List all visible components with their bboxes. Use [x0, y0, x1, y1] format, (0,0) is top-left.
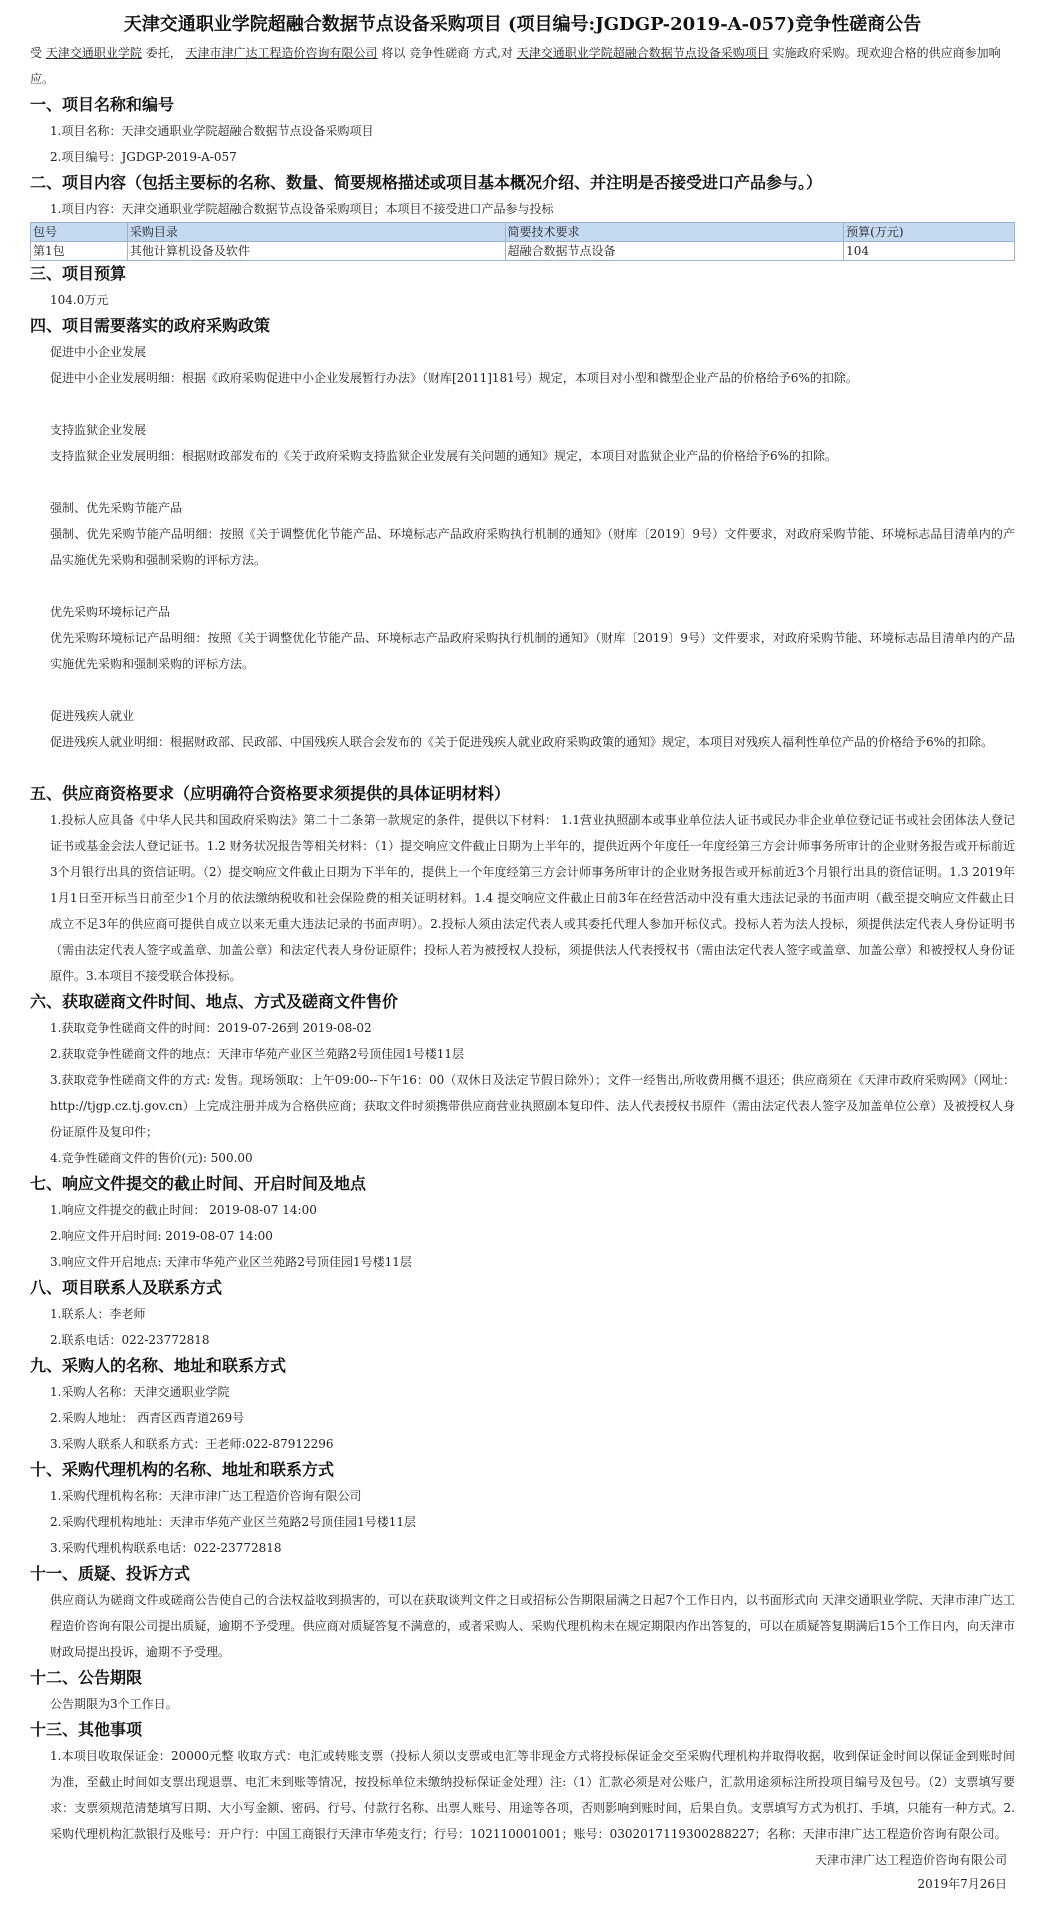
submission-deadline: 1.响应文件提交的截止时间： 2019-08-07 14:00	[50, 1203, 317, 1217]
agency-address: 2.采购代理机构地址：天津市华苑产业区兰苑路2号顶佳园1号楼11层	[50, 1515, 416, 1529]
opening-location: 3.响应文件开启地点: 天津市华苑产业区兰苑路2号顶佳园1号楼11层	[50, 1255, 412, 1269]
policy-detail: 优先采购环境标记产品明细：按照《关于调整优化节能产品、环境标志产品政府采购执行机制的通知》（财库〔2019〕9号）文件要求，对政府采购节能、环境标志品目清单内的产品实施优先采购和强制采购的评标方法。	[50, 631, 1015, 671]
complaint-text: 供应商认为磋商文件或磋商公告使自己的合法权益收到损害的，可以在获取谈判文件之日或招标公告期限届满之日起7个工作日内，以书面形式向 天津交通职业学院、天津市津广达工程造价咨询有限公司提出质疑，逾期不予受理。供应商对质疑答复不满意的，或者采购人、采购代理机构未在规定期限内作出答复的，可以在质疑答复期满后15个工作日内，向天津市财政局提出投诉，逾期不予受理。	[50, 1593, 1015, 1659]
buyer-contact: 3.采购人联系人和联系方式：王老师:022-87912296	[50, 1437, 334, 1451]
policy-detail: 促进中小企业发展明细：根据《政府采购促进中小企业发展暂行办法》（财库[2011]181号）规定，本项目对小型和微型企业产品的价格给予6%的扣除。	[50, 371, 858, 385]
project-name: 1.项目名称：天津交通职业学院超融合数据节点设备采购项目	[50, 124, 374, 138]
section-6-heading: 六、获取磋商文件时间、地点、方式及磋商文件售价	[30, 992, 399, 1011]
section-3-heading: 三、项目预算	[30, 264, 127, 283]
section-1-heading: 一、项目名称和编号	[30, 95, 175, 114]
page-title: 天津交通职业学院超融合数据节点设备采购项目 (项目编号:JGDGP-2019-A-057)竞争性磋商公告	[123, 14, 922, 35]
table-cell: 第1包	[31, 242, 128, 261]
table-header-cell: 预算(万元)	[844, 223, 1015, 242]
contact-phone: 2.联系电话：022-23772818	[50, 1333, 210, 1347]
opening-time: 2.响应文件开启时间: 2019-08-07 14:00	[50, 1229, 273, 1243]
contact-person: 1.联系人：李老师	[50, 1307, 146, 1321]
qualification-requirements: 1.投标人应具备《中华人民共和国政府采购法》第二十二条第一款规定的条件，提供以下材料： 1.1营业执照副本或事业单位法人证书或民办非企业单位登记证书或社会团体法人登记证书或基金会法人登记证书。1.2 财务状况报告等相关材料：（1）提交响应文件截止日期为上半年的，提供近两个年度任一年度经第三方会计师事务所审计的企业财务报告或开标前近3个月银行出具的资信证明。（2）提交响应文件截止日期为下半年的，提供上一个年度经第三方会计师事务所审计的企业财务报告或开标前近3个月银行出具的资信证明。1.3 2019年1月1日至开标当日前至少1个月的依法缴纳税收和社会保险费的相关证明材料。1.4 提交响应文件截止日前3年在经营活动中没有重大违法记录的书面声明（截至提交响应文件截止日成立不足3年的供应商可提供自成立以来无重大违法记录的书面声明）。2.投标人须由法定代表人或其委托代理人参加开标仪式。投标人若为法人投标，须提供法定代表人身份证明书（需由法定代表人签字或盖章、加盖公章）和法定代表人身份证原件；投标人若为被授权人投标，须提供法人代表授权书（需由法定代表人签字或盖章、加盖公章）和被授权人身份证原件。3.本项目不接受联合体投标。	[50, 813, 1015, 983]
doc-time: 1.获取竞争性磋商文件的时间：2019-07-26到 2019-08-02	[50, 1021, 372, 1035]
signature-org: 天津市津广达工程造价咨询有限公司	[814, 1853, 1007, 1867]
policy-title: 支持监狱企业发展	[50, 423, 147, 437]
table-row	[31, 242, 1015, 261]
section-12-heading: 十二、公告期限	[30, 1668, 143, 1687]
project-number: 2.项目编号：JGDGP-2019-A-057	[50, 150, 237, 164]
section-10-heading: 十、采购代理机构的名称、地址和联系方式	[30, 1460, 335, 1479]
doc-method: 3.获取竞争性磋商文件的方式: 发售。现场领取：上午09:00--下午16：00（双休日及法定节假日除外）；文件一经售出,所收费用概不退还；供应商须在《天津市政府采购网》（网址：http://tjgp.cz.tj.gov.cn）上完成注册并成为合格供应商；获取文件时须携带供应商营业执照副本复印件、法人代表授权书原件（需由法定代表人签字及加盖单位公章）及被授权人身份证原件及复印件；	[50, 1073, 1015, 1139]
table-header-cell: 包号	[31, 223, 128, 242]
table-cell: 超融合数据节点设备	[505, 242, 844, 261]
section-7-heading: 七、响应文件提交的截止时间、开启时间及地点	[30, 1174, 367, 1193]
section-5-heading: 五、供应商资格要求（应明确符合资格要求须提供的具体证明材料）	[30, 784, 511, 803]
section-13-heading: 十三、其他事项	[30, 1720, 143, 1739]
other-matters: 1.本项目收取保证金：20000元整 收取方式：电汇或转账支票（投标人须以支票或电汇等非现金方式将投标保证金交至采购代理机构并取得收据，收到保证金时间以保证金到账时间为准，至截止时间如支票出现退票、电汇未到账等情况，按投标单位未缴纳投标保证金处理）注:（1）汇款必须是对公账户，汇款用途须标注所投项目编号及包号。（2）支票填写要求：支票须规范清楚填写日期、大小写金额、密码、行号、付款行名称、出票人账号、用途等各项，否则影响到账时间，后果自负。支票填写方式为机打、手填，只能有一种方式。2.采购代理机构汇款银行及账号：开户行：中国工商银行天津市华苑支行；行号：102110001001；账号：0302017119300288227；名称：天津市津广达工程造价咨询有限公司。	[50, 1749, 1015, 1841]
project-content: 1.项目内容：天津交通职业学院超融合数据节点设备采购项目；本项目不接受进口产品参与投标	[50, 202, 554, 216]
agency-link[interactable]: 天津市津广达工程造价咨询有限公司	[185, 46, 378, 60]
table-cell: 104	[844, 242, 1015, 261]
budget-amount: 104.0万元	[50, 293, 109, 307]
doc-location: 2.获取竞争性磋商文件的地点：天津市华苑产业区兰苑路2号顶佳园1号楼11层	[50, 1047, 464, 1061]
agency-phone: 3.采购代理机构联系电话：022-23772818	[50, 1541, 282, 1555]
agency-name: 1.采购代理机构名称：天津市津广达工程造价咨询有限公司	[50, 1489, 362, 1503]
policy-title: 优先采购环境标记产品	[50, 605, 171, 619]
policy-title: 促进中小企业发展	[50, 345, 147, 359]
policy-title: 强制、优先采购节能产品	[50, 501, 183, 515]
announcement-page	[30, 10, 1015, 1895]
section-11-heading: 十一、质疑、投诉方式	[30, 1564, 191, 1583]
table-header-row	[31, 223, 1015, 242]
buyer-link[interactable]: 天津交通职业学院	[45, 46, 142, 60]
package-table	[30, 222, 1015, 261]
announcement-period: 公告期限为3个工作日。	[50, 1697, 178, 1711]
section-2-heading: 二、项目内容（包括主要标的名称、数量、简要规格描述或项目基本概况介绍、并注明是否接受进口产品参与。）	[30, 173, 823, 192]
policy-detail: 促进残疾人就业明细：根据财政部、民政部、中国残疾人联合会发布的《关于促进残疾人就业政府采购政策的通知》规定，本项目对残疾人福利性单位产品的价格给予6%的扣除。	[50, 735, 994, 749]
buyer-name: 1.采购人名称：天津交通职业学院	[50, 1385, 230, 1399]
section-8-heading: 八、项目联系人及联系方式	[30, 1278, 223, 1297]
intro-paragraph: 受 天津交通职业学院 委托， 天津市津广达工程造价咨询有限公司 将以 竞争性磋商 方式,对 天津交通职业学院超融合数据节点设备采购项目 实施政府采购。现欢迎合格的供应商参加响应。	[30, 46, 1001, 86]
doc-price: 4.竞争性磋商文件的售价(元): 500.00	[50, 1151, 253, 1165]
section-4-heading: 四、项目需要落实的政府采购政策	[30, 316, 271, 335]
table-cell: 其他计算机设备及软件	[127, 242, 505, 261]
policy-detail: 支持监狱企业发展明细：根据财政部发布的《关于政府采购支持监狱企业发展有关问题的通知》规定，本项目对监狱企业产品的价格给予6%的扣除。	[50, 449, 838, 463]
policy-title: 促进残疾人就业	[50, 709, 135, 723]
policy-detail: 强制、优先采购节能产品明细：按照《关于调整优化节能产品、环境标志产品政府采购执行机制的通知》（财库〔2019〕9号）文件要求，对政府采购节能、环境标志品目清单内的产品实施优先采购和强制采购的评标方法。	[50, 527, 1015, 567]
table-header-cell: 简要技术要求	[505, 223, 844, 242]
table-header-cell: 采购目录	[127, 223, 505, 242]
buyer-address: 2.采购人地址： 西青区西青道269号	[50, 1411, 245, 1425]
signature-date: 2019年7月26日	[917, 1877, 1007, 1891]
project-link[interactable]: 天津交通职业学院超融合数据节点设备采购项目	[516, 46, 769, 60]
section-9-heading: 九、采购人的名称、地址和联系方式	[30, 1356, 287, 1375]
